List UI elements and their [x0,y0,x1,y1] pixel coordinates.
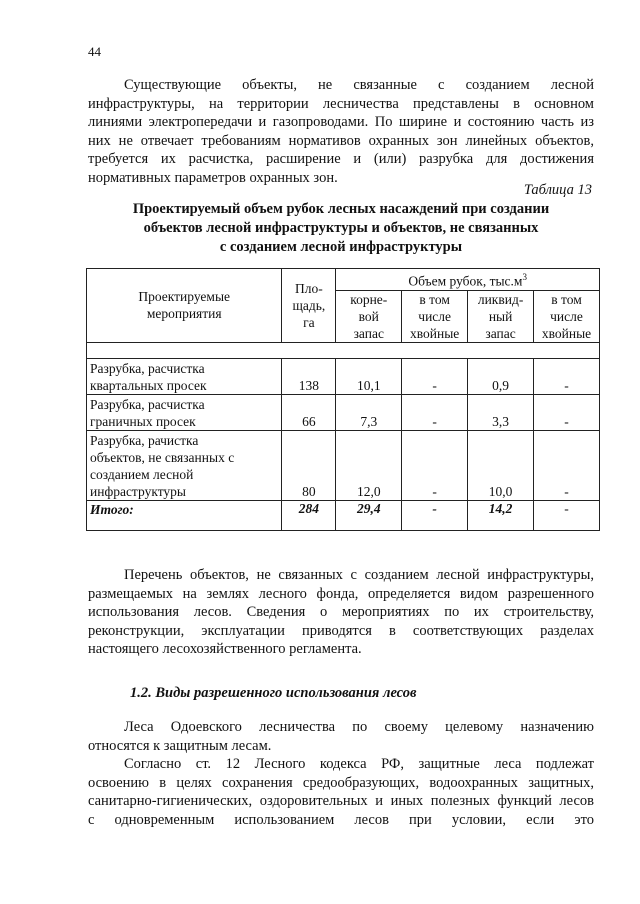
row-root-conifer: - [402,430,468,500]
intro-paragraph [88,76,594,187]
table-row [87,358,600,394]
text-line: использования лесов. Сведения о мероприятиях по их строительству, [88,604,594,620]
row-liquid: 10,0 [468,430,534,500]
table-spacer-row [87,342,600,358]
row-name: Разрубка, расчистка граничных просек [87,394,282,430]
total-area: 284 [282,500,336,530]
text-line: них не отвечает требованиям нормативов охранных зон линейных объектов, [88,132,594,149]
text-line: настоящего лесохозяйственного регламента. [88,641,362,657]
header-liquid-stock: ликвид- ный запас [468,290,534,342]
total-root-conifer: - [402,500,468,530]
text-line: освоению в целях сохранения средообразующих, водоохранных защитных, [88,774,594,791]
text-line: размещаемых на землях лесного фонда, определяется видом разрешенного [88,585,594,602]
third-paragraph [88,718,594,755]
table-title-line: с созданием лесной инфраструктуры [219,239,463,255]
table-row [87,430,600,500]
text-line: инфраструктуры, на территории лесничества представлены в основном [88,95,594,112]
text-line: Существующие объекты, не связанные с созданием лесной [124,77,594,93]
row-liquid: 3,3 [468,394,534,430]
table-title-line: объектов лесной инфраструктуры и объектов, не связанных [143,220,539,236]
header-root-stock: корне- вой запас [336,290,402,342]
table-title-line: Проектируемый объем рубок лесных насаждений при создании [132,201,550,217]
table-row [87,394,600,430]
table-total-row [87,500,600,530]
row-area: 66 [282,394,336,430]
row-root-conifer: - [402,394,468,430]
second-paragraph [88,566,594,659]
text-line: требуется их расчистка, расширение и (или) разрубка для достижения [88,151,594,167]
table-header-row [87,269,600,291]
fourth-paragraph [88,755,594,829]
header-measures: Проектируемые мероприятия [87,269,282,343]
row-root: 10,1 [336,358,402,394]
header-area: Пло- щадь, га [282,269,336,343]
row-liquid-conifer: - [534,358,600,394]
text-line: нормативных параметров охранных зон. [88,169,338,186]
header-volume: Объем рубок, $тыс.м^3$ [336,269,600,291]
text-line: санитарно-гигиенических, оздоровительных и иных полезных функций лесов [88,793,594,809]
text-line: Перечень объектов, не связанных с созданием лесной инфраструктуры, [124,567,594,583]
text-line: линиями электропередачи и газопроводами. По ширине и состоянию часть из [88,114,594,130]
text-line: относятся к защитным лесам. [88,737,272,754]
row-root: 7,3 [336,394,402,430]
row-area: 80 [282,430,336,500]
total-liquid-conifer: - [534,500,600,530]
total-root: 29,4 [336,500,402,530]
text-line: реконструкции, эксплуатации приводятся в соответствующих разделах [88,622,594,639]
row-liquid: 0,9 [468,358,534,394]
page-number: 44 [88,44,101,59]
section-heading: 1.2. Виды разрешенного использования лесов [130,685,417,701]
row-liquid-conifer: - [534,430,600,500]
header-liquid-conifer: в том числе хвойные [534,290,600,342]
table-title [88,200,594,257]
header-root-conifer: в том числе хвойные [402,290,468,342]
table-label: Таблица 13 [523,182,592,198]
row-area: 138 [282,358,336,394]
row-name: Разрубка, расчистка квартальных просек [87,358,282,394]
row-liquid-conifer: - [534,394,600,430]
text-line: Леса Одоевского лесничества по своему целевому назначению [124,719,594,735]
row-root: 12,0 [336,430,402,500]
row-name: Разрубка, рачистка объектов, не связанных с созданием лесной инфраструктуры [87,430,282,500]
volume-table [86,268,600,531]
row-root-conifer: - [402,358,468,394]
total-label: Итого: [87,500,282,530]
text-line: Согласно ст. 12 Лесного кодекса РФ, защитные леса подлежат [124,756,594,772]
total-liquid: 14,2 [468,500,534,530]
text-line: с одновременным использованием лесов при условии, если это [88,811,594,828]
